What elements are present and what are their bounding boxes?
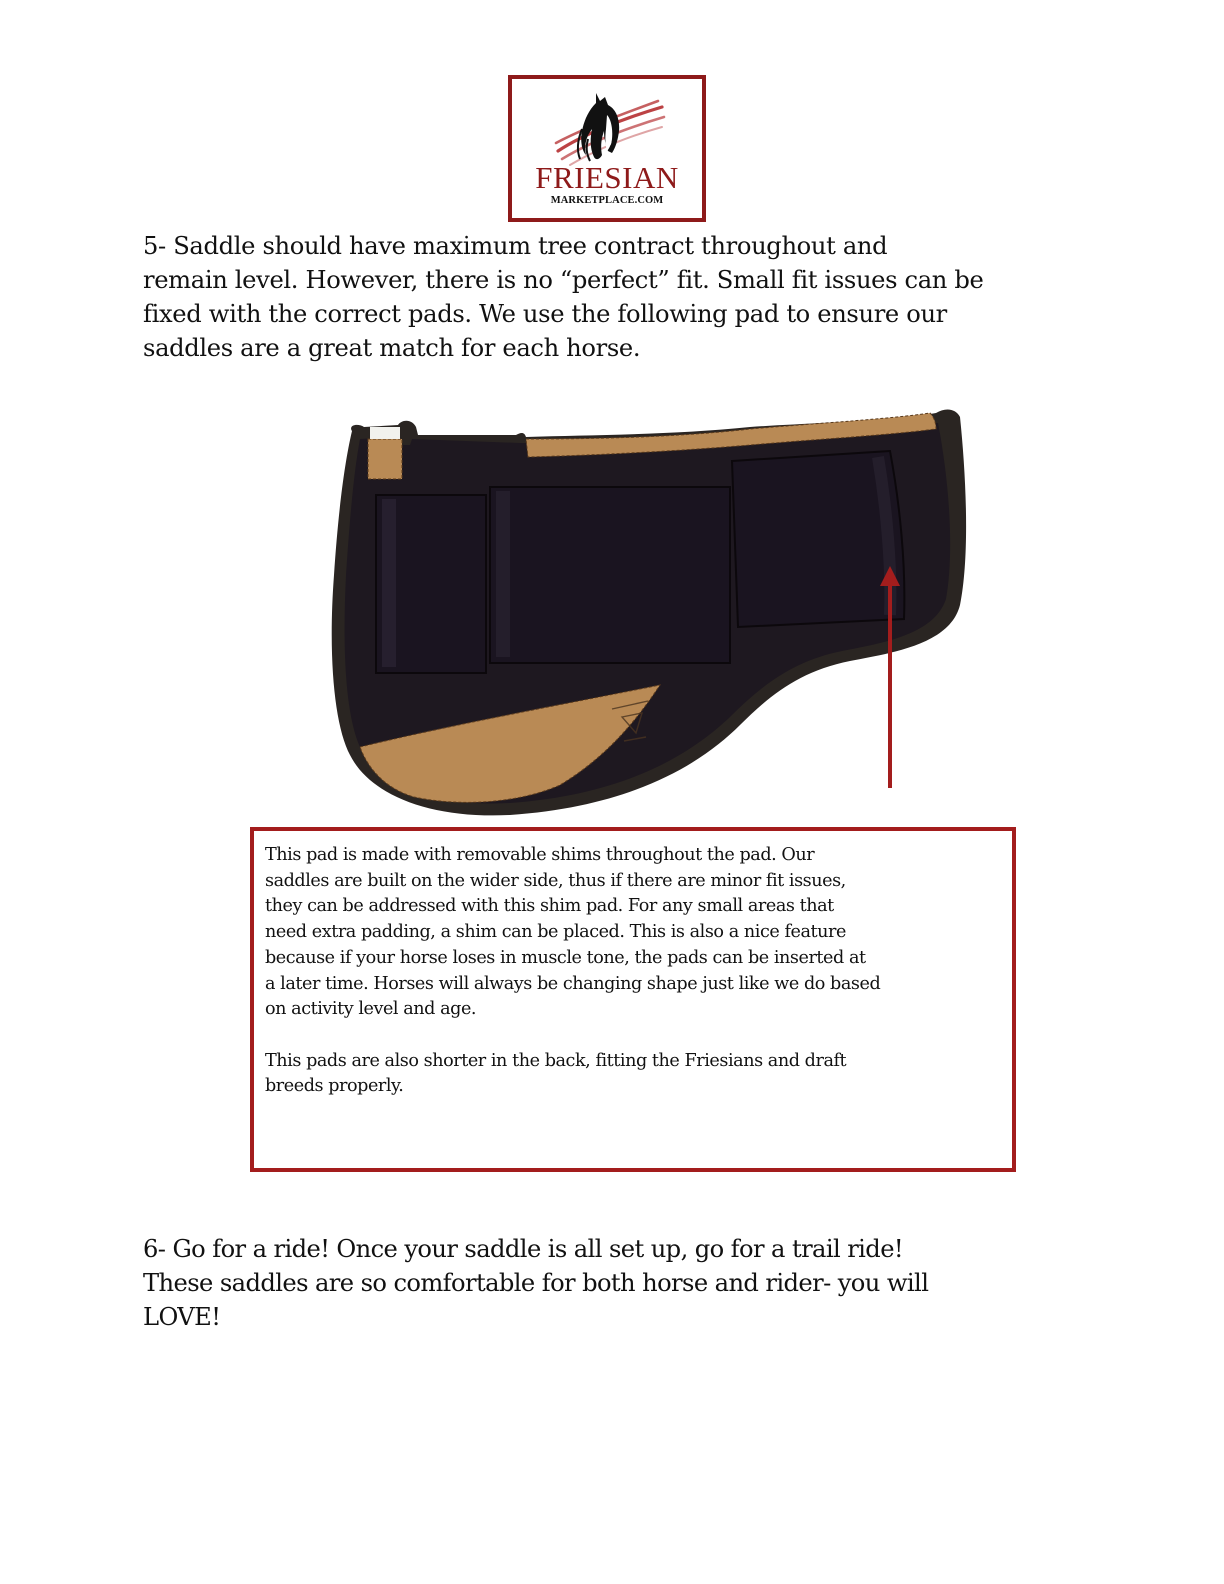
pad-label (370, 427, 400, 439)
step-6-line: 6- Go for a ride! Once your saddle is all set up, go for a trail ride! (143, 1235, 904, 1263)
logo-brand-name: FRIESIAN (535, 160, 679, 195)
step-5-paragraph (143, 229, 983, 365)
callout-line: breeds properly. (265, 1076, 404, 1097)
friesian-marketplace-logo (508, 75, 706, 222)
pad-front-tab (368, 439, 402, 479)
step-5-line: fixed with the correct pads. We use the following pad to ensure our (143, 300, 947, 328)
shim-pad-callout-box (250, 827, 1016, 1172)
callout-line: a later time. Horses will always be changing shape just like we do based (265, 973, 881, 994)
callout-line: because if your horse loses in muscle tone, the pads can be inserted at (265, 947, 866, 968)
logo-horse (578, 93, 619, 161)
step-6-line: LOVE! (143, 1303, 221, 1331)
callout-line: saddles are built on the wider side, thus if there are minor fit issues, (265, 870, 846, 891)
callout-text (265, 843, 880, 1100)
step-6-paragraph (143, 1232, 928, 1334)
shim-pocket-middle (490, 487, 730, 663)
step-6-line: These saddles are so comfortable for both horse and rider- you will (143, 1269, 929, 1297)
up-arrow-icon (878, 566, 902, 788)
callout-line: on activity level and age. (265, 999, 477, 1020)
step-5-line: saddles are a great match for each horse. (143, 334, 641, 362)
logo-domain: MARKETPLACE.COM (550, 195, 664, 206)
callout-line: This pad is made with removable shims throughout the pad. Our (265, 845, 815, 865)
step-5-line: 5- Saddle should have maximum tree contract throughout and (143, 232, 888, 260)
step-5-line: remain level. However, there is no “perfect” fit. Small fit issues can be (143, 266, 984, 294)
callout-line: need extra padding, a shim can be placed. This is also a nice feature (265, 922, 846, 943)
callout-line: they can be addressed with this shim pad. For any small areas that (265, 896, 834, 917)
callout-line: This pads are also shorter in the back, fitting the Friesians and draft (265, 1050, 847, 1071)
paragraph-gap (265, 1023, 880, 1049)
